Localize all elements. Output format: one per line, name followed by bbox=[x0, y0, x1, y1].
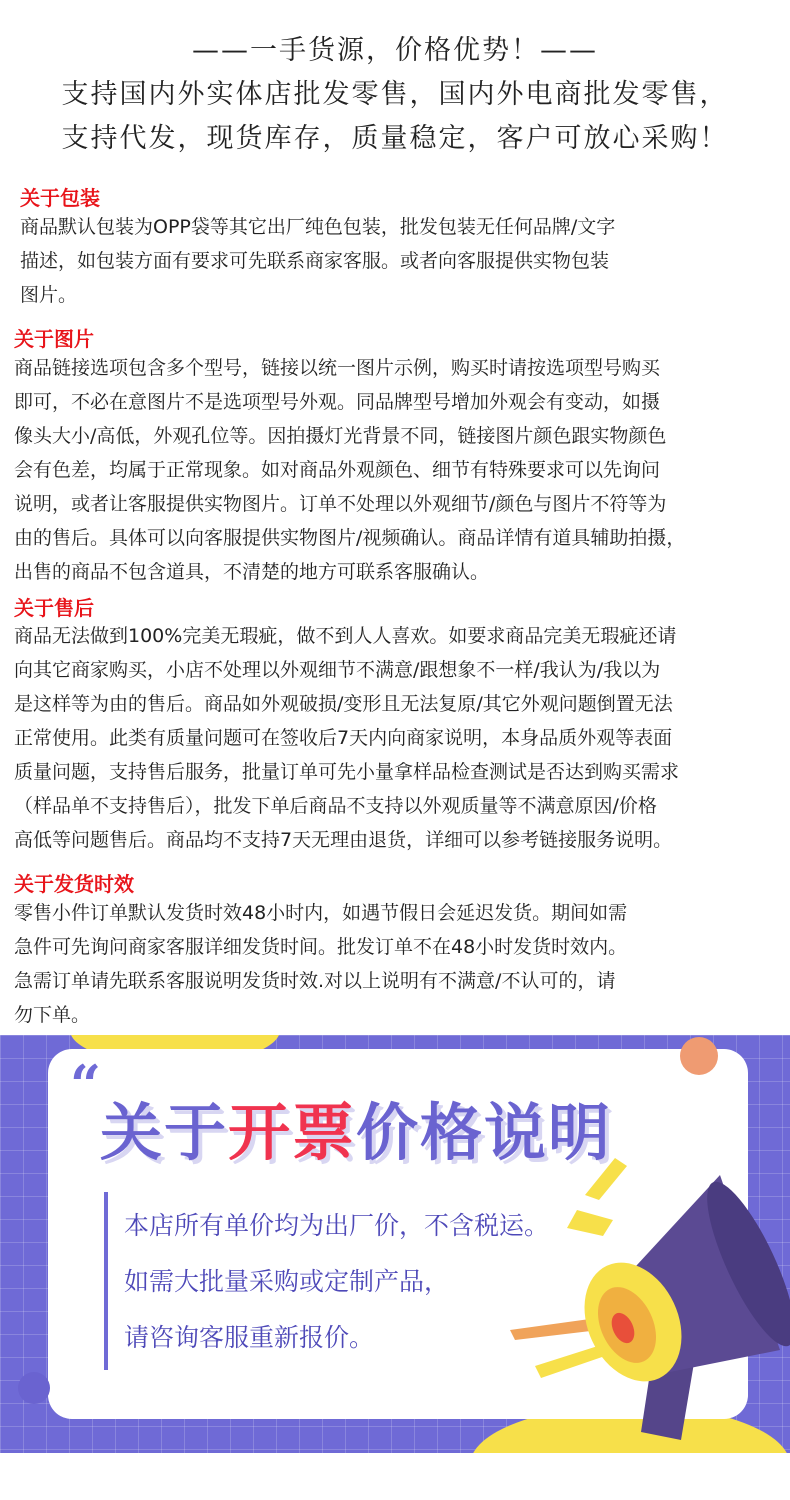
section-body-images bbox=[14, 351, 685, 589]
section-body-packaging bbox=[20, 210, 615, 312]
decor-dot-orange bbox=[680, 1037, 718, 1075]
body-line: 质量问题，支持售后服务，批量订单可先小量拿样品检查测试是否达到购买需求 bbox=[14, 761, 680, 783]
body-line: 商品链接选项包含多个型号，链接以统一图片示例，购买时请按选项型号购买 bbox=[14, 357, 661, 379]
hero-slogan: ——一手货源，价格优势！—— bbox=[192, 35, 598, 66]
body-line: 急需订单请先联系客服说明发货时效.对以上说明有不满意/不认可的，请 bbox=[14, 970, 616, 992]
body-line: 是这样等为由的售后。商品如外观破损/变形且无法复原/其它外观问题倒置无法 bbox=[14, 693, 673, 715]
hero-line-retail: 支持国内外实体店批发零售，国内外电商批发零售， bbox=[61, 79, 729, 110]
body-line: 向其它商家购买，小店不处理以外观细节不满意/跟想象不一样/我认为/我以为 bbox=[14, 659, 661, 681]
body-line: 图片。 bbox=[20, 284, 78, 306]
body-line: 商品无法做到100%完美无瑕疵，做不到人人喜欢。如要求商品完美无瑕疵还请 bbox=[14, 625, 677, 647]
info-line-bulk: 如需大批量采购或定制产品， bbox=[124, 1267, 450, 1296]
body-line: 零售小件订单默认发货时效48小时内，如遇节假日会延迟发货。期间如需 bbox=[14, 902, 628, 924]
body-line: 高低等问题售后。商品均不支持7天无理由退货，详细可以参考链接服务说明。 bbox=[14, 829, 673, 851]
decor-dot-purple bbox=[18, 1372, 50, 1404]
quote-mark: “ bbox=[70, 1053, 102, 1117]
body-line: （样品单不支持售后），批发下单后商品不支持以外观质量等不满意原因/价格 bbox=[14, 795, 657, 817]
megaphone-icon bbox=[505, 1140, 790, 1440]
body-line: 商品默认包装为OPP袋等其它出厂纯色包装，批发包装无任何品牌/文字 bbox=[20, 216, 616, 238]
info-line-quote: 请咨询客服重新报价。 bbox=[124, 1323, 375, 1352]
body-line: 会有色差，均属于正常现象。如对商品外观颜色、细节有特殊要求可以先询问 bbox=[14, 459, 661, 481]
body-line: 正常使用。此类有质量问题可在签收后7天内向商家说明，本身品质外观等表面 bbox=[14, 727, 673, 749]
body-line: 像头大小/高低，外观孔位等。因拍摄灯光背景不同，链接图片颜色跟实物颜色 bbox=[14, 425, 667, 447]
section-title-packaging: 关于包装 bbox=[20, 186, 100, 210]
body-line: 勿下单。 bbox=[14, 1004, 91, 1026]
info-line-price: 本店所有单价均为出厂价，不含税运。 bbox=[124, 1211, 550, 1240]
banner-title-highlight: 开票 bbox=[228, 1096, 357, 1169]
body-line: 出售的商品不包含道具，不清楚的地方可联系客服确认。 bbox=[14, 561, 490, 583]
banner-title-post: 价格说明 bbox=[356, 1096, 613, 1169]
section-title-after-sales: 关于售后 bbox=[14, 596, 94, 620]
body-line: 说明，或者让客服提供实物图片。订单不处理以外观细节/颜色与图片不符等为 bbox=[14, 493, 667, 515]
body-line: 即可，不必在意图片不是选项型号外观。同品牌型号增加外观会有变动，如摄 bbox=[14, 391, 661, 413]
section-body-after-sales bbox=[14, 619, 679, 857]
banner-title-pre: 关于 bbox=[100, 1096, 229, 1169]
info-accent-bar bbox=[104, 1192, 108, 1370]
section-body-shipping bbox=[14, 896, 627, 1032]
body-line: 急件可先询问商家客服详细发货时间。批发订单不在48小时发货时效内。 bbox=[14, 936, 628, 958]
hero-line-stock: 支持代发，现货库存，质量稳定，客户可放心采购！ bbox=[61, 123, 729, 154]
section-title-images: 关于图片 bbox=[14, 327, 94, 351]
section-title-shipping: 关于发货时效 bbox=[14, 872, 134, 896]
body-line: 描述，如包装方面有要求可先联系商家客服。或者向客服提供实物包装 bbox=[20, 250, 610, 272]
body-line: 由的售后。具体可以向客服提供实物图片/视频确认。商品详情有道具辅助拍摄， bbox=[14, 527, 686, 549]
